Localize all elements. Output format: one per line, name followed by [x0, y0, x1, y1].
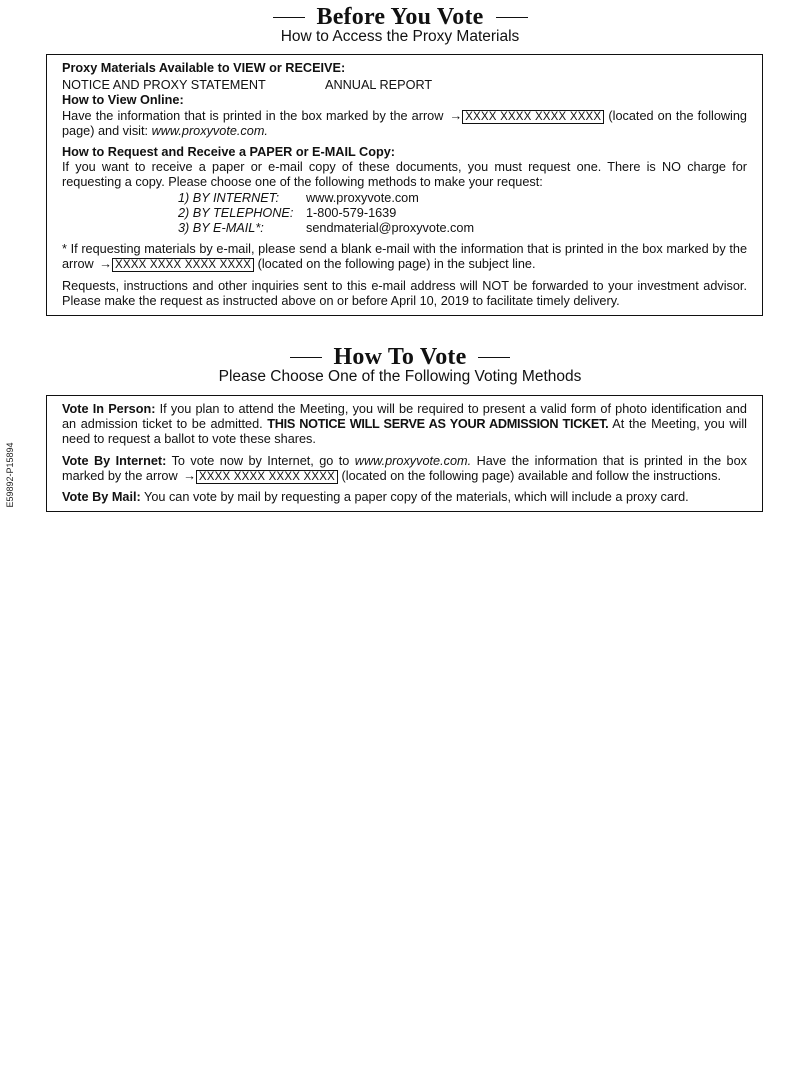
section-title: How To Vote	[333, 344, 467, 370]
before-you-vote-header	[0, 4, 800, 46]
proxyvote-link[interactable]: www.proxyvote.com.	[151, 123, 268, 138]
request-copy-heading: How to Request and Receive a PAPER or E-MAIL Copy:	[62, 145, 395, 160]
method-value[interactable]: 1-800-579-1639	[306, 205, 397, 220]
title-rule-right	[478, 357, 510, 358]
method-row: 3) BY E-MAIL*: sendmaterial@proxyvote.com	[178, 221, 475, 236]
request-copy-text: If you want to receive a paper or e-mail copy of these documents, you must request one. There is NO charge for requesting a copy. Please choose one of the following methods to make your request:	[62, 160, 747, 190]
control-code-box: XXXX XXXX XXXX XXXX	[112, 258, 254, 272]
proxy-materials-heading: Proxy Materials Available to VIEW or RECEIVE:	[62, 61, 346, 75]
method-row: 2) BY TELEPHONE: 1-800-579-1639	[178, 205, 397, 220]
title-rule-left	[290, 357, 322, 358]
vote-by-mail: Vote By Mail: You can vote by mail by requesting a paper copy of the materials, which will include a proxy card.	[62, 490, 689, 505]
side-document-code: E59892-P15894	[5, 442, 15, 508]
arrow-icon: →	[449, 108, 463, 123]
voting-methods-box	[46, 395, 763, 512]
vote-by-internet-label: Vote By Internet:	[62, 453, 167, 468]
email-note: * If requesting materials by e-mail, please send a blank e-mail with the information that is printed in the box marked by the arrow → XXXX XXXX XXXX XXXX (located on the following page) in the subject line.	[62, 242, 747, 272]
request-methods	[178, 191, 747, 237]
materials-list	[62, 78, 747, 93]
method-row: 1) BY INTERNET: www.proxyvote.com	[178, 190, 419, 205]
material-item: NOTICE AND PROXY STATEMENT	[62, 78, 266, 93]
title-rule-left	[273, 17, 305, 18]
vote-by-internet: Vote By Internet: To vote now by Internet, go to www.proxyvote.com. Have the information that is printed in the box marked by the arrow → XXXX XXXX XXXX XXXX (located on the following page) available and follow the instructions.	[62, 453, 748, 483]
admission-ticket-notice: THIS NOTICE WILL SERVE AS YOUR ADMISSION TICKET.	[267, 417, 609, 432]
how-to-vote-header	[0, 344, 800, 386]
arrow-icon: →	[99, 257, 112, 272]
material-item: ANNUAL REPORT	[325, 78, 433, 93]
view-online-heading: How to View Online:	[62, 93, 184, 108]
arrow-icon: →	[183, 468, 196, 483]
method-value[interactable]: sendmaterial@proxyvote.com	[306, 221, 475, 236]
method-value[interactable]: www.proxyvote.com	[306, 190, 419, 205]
title-rule-right	[496, 17, 528, 18]
vote-in-person-label: Vote In Person:	[62, 402, 156, 416]
vote-by-mail-label: Vote By Mail:	[62, 490, 141, 505]
control-code-box: XXXX XXXX XXXX XXXX	[196, 470, 338, 484]
page-title: Before You Vote	[316, 4, 484, 30]
section-subtitle: Please Choose One of the Following Voting Methods	[218, 368, 582, 385]
proxyvote-link[interactable]: www.proxyvote.com.	[354, 453, 472, 468]
requests-note: Requests, instructions and other inquiries sent to this e-mail address will NOT be forwarded to your investment advisor. Please make the request as instructed above on or before April 10, 2019 to facilitate timely delivery.	[62, 278, 747, 308]
proxy-materials-box	[46, 54, 763, 316]
page-subtitle: How to Access the Proxy Materials	[280, 28, 520, 45]
vote-in-person: Vote In Person: If you plan to attend the Meeting, you will be required to present a valid form of photo identification and an admission ticket to be admitted. THIS NOTICE WILL SERVE AS YOUR ADMISSION TICKET. At the Meeting, you will need to request a ballot to vote these shares.	[62, 402, 747, 447]
control-code-box: XXXX XXXX XXXX XXXX	[462, 110, 604, 124]
view-online-text: Have the information that is printed in the box marked by the arrow → XXXX XXXX XXXX XXXX (located on the following page) and visit: www.proxyvote.com.	[62, 108, 747, 138]
